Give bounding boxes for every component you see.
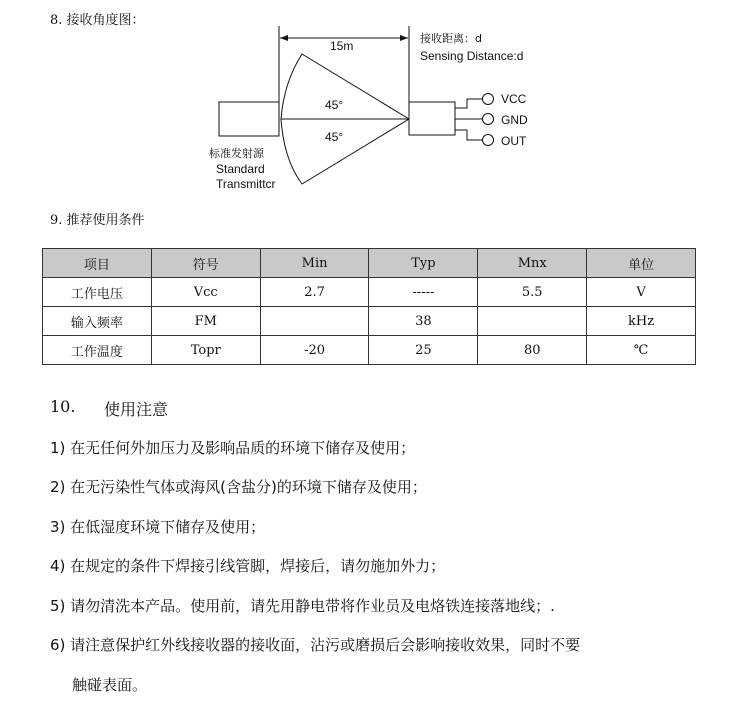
table-cell: Topr <box>151 336 260 365</box>
table-cell: FM <box>151 307 260 336</box>
angle-upper-label: 45° <box>325 98 344 112</box>
transmitter-label-cn: 标准发射源 <box>209 147 264 160</box>
pin-label-gnd: GND <box>501 113 528 127</box>
table-cell: 工作温度 <box>43 336 152 365</box>
section-8-title: 8. 接收角度图： <box>50 13 145 28</box>
table-cell: Vcc <box>151 278 260 307</box>
vcc-pin-icon <box>483 94 494 105</box>
transmitter-label-en2: Transmittcr <box>216 177 276 191</box>
transmitter-label-en1: Standard <box>216 162 265 176</box>
receiver-label-en: Sensing Distance:d <box>420 49 524 63</box>
receiver-label-cn: 接收距离：d <box>420 32 482 45</box>
table-row <box>43 336 696 365</box>
right-arrow-icon <box>400 35 408 41</box>
table-cell: 输入频率 <box>43 307 152 336</box>
table-cell: ----- <box>369 278 478 307</box>
table-row <box>43 307 696 336</box>
table-cell: 25 <box>369 336 478 365</box>
table-cell <box>260 307 369 336</box>
gnd-pin-icon <box>483 114 494 125</box>
pin-label-vcc: VCC <box>501 92 527 106</box>
note-2: 2) 在无污染性气体或海风(含盐分)的环境下储存及使用； <box>50 478 427 496</box>
table-cell: V <box>587 278 696 307</box>
note-5: 5) 请勿清洗本产品。使用前，请先用静电带将作业员及电烙铁连接落地线；. <box>50 597 555 615</box>
receiver-box <box>409 102 455 135</box>
transmitter-box <box>219 102 279 136</box>
recommended-conditions-table <box>42 248 696 365</box>
note-6: 6) 请注意保护红外线接收器的接收面，沾污或磨损后会影响接收效果，同时不要 <box>50 636 581 654</box>
out-pin-icon <box>483 135 494 146</box>
section-10-title: 使用注意 <box>104 400 169 419</box>
note-1: 1) 在无任何外加压力及影响品质的环境下储存及使用； <box>50 439 416 457</box>
header-max: Mnx <box>478 249 587 278</box>
table-cell <box>478 307 587 336</box>
table-cell: 2.7 <box>260 278 369 307</box>
out-lead <box>455 130 482 140</box>
note-3: 3) 在低湿度环境下储存及使用； <box>50 518 266 536</box>
section-10-number: 10. <box>50 397 76 416</box>
header-item: 项目 <box>43 249 152 278</box>
vcc-lead <box>455 99 482 108</box>
table-cell: 38 <box>369 307 478 336</box>
left-arrow-icon <box>280 35 288 41</box>
table-cell: -20 <box>260 336 369 365</box>
header-symbol: 符号 <box>151 249 260 278</box>
angle-lower-label: 45° <box>325 130 344 144</box>
table-cell: kHz <box>587 307 696 336</box>
header-unit: 单位 <box>587 249 696 278</box>
section-9-title: 9. 推荐使用条件 <box>50 213 145 228</box>
note-6-continued: 触碰表面。 <box>72 676 148 694</box>
header-typ: Typ <box>369 249 478 278</box>
table-cell: 80 <box>478 336 587 365</box>
table-cell: 工作电压 <box>43 278 152 307</box>
note-4: 4) 在规定的条件下焊接引线管脚，焊接后，请勿施加外力； <box>50 557 446 575</box>
distance-label: 15m <box>330 39 354 53</box>
reception-angle-diagram <box>0 0 750 200</box>
table-row <box>43 278 696 307</box>
header-min: Min <box>260 249 369 278</box>
table-header-row <box>43 249 696 278</box>
table-cell: ℃ <box>587 336 696 365</box>
table-cell: 5.5 <box>478 278 587 307</box>
pin-label-out: OUT <box>501 134 527 148</box>
